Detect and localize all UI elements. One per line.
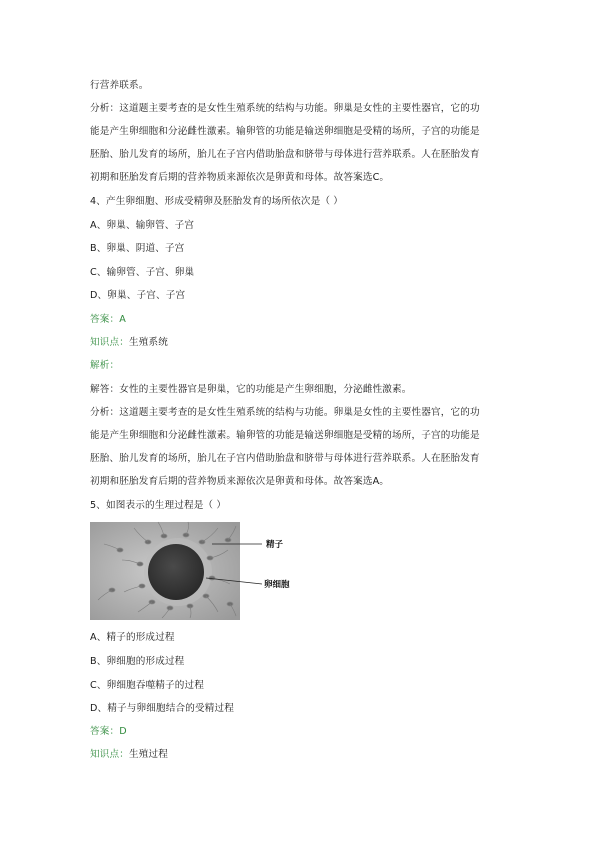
knowledge-point-label: 知识点： (90, 749, 129, 760)
option-b: B、卵巢、阴道、子宫 (90, 243, 185, 254)
paragraph-line: 初期和胚胎发育后期的营养物质来源依次是卵黄和母体。故答案选C。 (90, 172, 390, 183)
paragraph-line: 能是产生卵细胞和分泌雌性激素。输卵管的功能是输送卵细胞是受精的场所，子宫的功能是 (90, 126, 480, 137)
analysis-line: 初期和胚胎发育后期的营养物质来源依次是卵黄和母体。故答案选A。 (90, 476, 390, 487)
analysis-heading: 解析： (90, 360, 120, 371)
analysis-line: 胚胎、胎儿发育的场所，胎儿在子宫内借助胎盘和脐带与母体进行营养联系。人在胚胎发育 (90, 453, 480, 464)
solution-line: 解答：女性的主要性器官是卵巢，它的功能是产生卵细胞，分泌雌性激素。 (90, 384, 412, 395)
option-b: B、卵细胞的形成过程 (90, 656, 185, 667)
question-5: 5、如图表示的生理过程是（ ） (90, 500, 227, 511)
option-c: C、输卵管、子宫、卵巢 (90, 267, 195, 278)
option-a: A、精子的形成过程 (90, 632, 175, 643)
paragraph-line: 胚胎、胎儿发育的场所，胎儿在子宫内借助胎盘和脐带与母体进行营养联系。人在胚胎发育 (90, 149, 480, 160)
paragraph-line: 行营养联系。 (90, 80, 149, 91)
question-4: 4、产生卵细胞、形成受精卵及胚胎发育的场所依次是（ ） (90, 196, 344, 207)
knowledge-point-value: 生殖过程 (128, 749, 168, 760)
knowledge-point-value: 生殖系统 (128, 337, 168, 348)
fertilization-figure (90, 520, 302, 621)
analysis-line: 分析：这道题主要考查的是女性生殖系统的结构与功能。卵巢是女性的主要性器官，它的功 (90, 407, 480, 418)
option-c: C、卵细胞吞噬精子的过程 (90, 680, 205, 691)
fertilization-photo (90, 520, 302, 621)
answer: 答案：A (90, 314, 126, 325)
knowledge-point (90, 749, 510, 761)
egg-cell-label: 卵细胞 (264, 580, 290, 590)
analysis-line: 能是产生卵细胞和分泌雌性激素。输卵管的功能是输送卵细胞是受精的场所，子宫的功能是 (90, 430, 480, 441)
option-d: D、精子与卵细胞结合的受精过程 (90, 703, 234, 714)
option-d: D、卵巢、子宫、子宫 (90, 290, 186, 301)
answer: 答案：D (90, 726, 127, 737)
sperm-label: 精子 (266, 540, 284, 550)
knowledge-point-label: 知识点： (90, 337, 129, 348)
paragraph-line: 分析：这道题主要考查的是女性生殖系统的结构与功能。卵巢是女性的主要性器官，它的功 (90, 103, 480, 114)
knowledge-point (90, 337, 510, 349)
option-a: A、卵巢、输卵管、子宫 (90, 220, 195, 231)
